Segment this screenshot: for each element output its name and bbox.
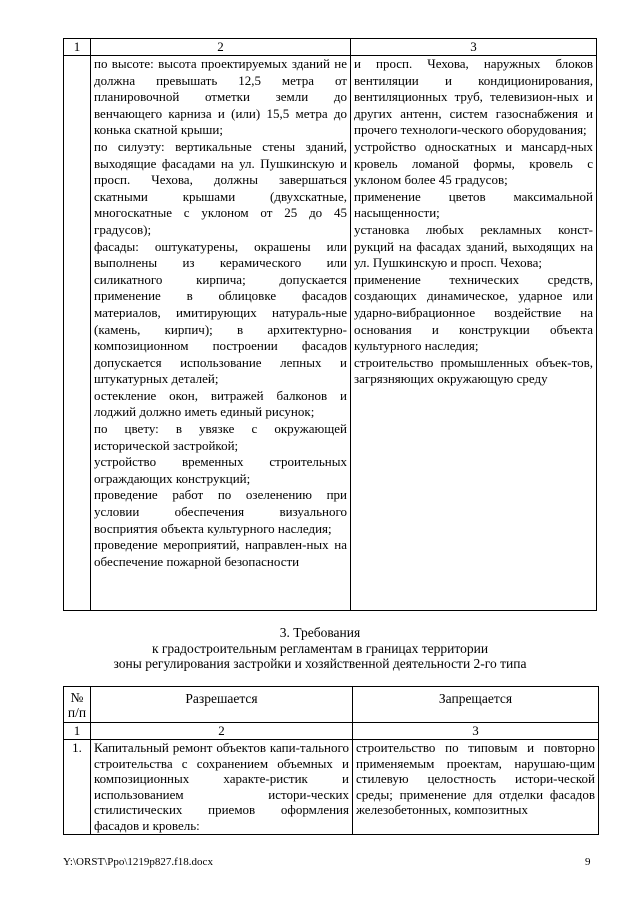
column-number-1: 1 xyxy=(64,39,91,56)
table-row xyxy=(64,56,597,611)
header-number: № п/п xyxy=(64,687,91,723)
list-item: проведение работ по озеленению при условии обеспечения визуального восприятия объекта культурного наследия; xyxy=(94,487,347,536)
requirements-table-continued xyxy=(63,38,597,611)
forbidden-cell xyxy=(351,56,597,611)
forbidden-cell: строительство по типовым и повторно применяемым проектам, нарушаю-щим стилевую целостность истори-ческой среды; применение для отделки фасадов железобетонных, композитных xyxy=(353,740,599,835)
list-item: по высоте: высота проектируемых зданий не должна превышать 12,5 метра от планировочной отметки земли до венчающего карниза и (или) 15,5 метра до конька скатной крыши; xyxy=(94,56,347,138)
list-item: проведение мероприятий, направлен-ных на обеспечение пожарной безопасности xyxy=(94,537,347,569)
column-number-3: 3 xyxy=(351,39,597,56)
column-number-row xyxy=(64,39,597,56)
allowed-cell: Капитальный ремонт объектов капи-тального строительства с сохранением объемных и композиционных характе-ристик и использованием истори-ческих стилистических приемов оформления фасадов и кровель: xyxy=(91,740,353,835)
table-row xyxy=(64,740,599,835)
column-number-2: 2 xyxy=(91,723,353,740)
list-item: строительство промышленных объек-тов, загрязняющих окружающую среду xyxy=(354,354,593,387)
section-heading xyxy=(0,625,640,672)
list-item: применение технических средств, создающих динамическое, ударное или ударно-вибрационное воздействие на основания и конструкции объекта культурного наследия; xyxy=(354,271,593,354)
row-number: 1. xyxy=(64,740,91,835)
column-number-row xyxy=(64,723,599,740)
list-item: устройство односкатных и мансард-ных кровель ломаной формы, кровель с уклоном более 45 градусов; xyxy=(354,138,593,188)
list-item: установка любых рекламных конст-рукций на фасадах зданий, выходящих на ул. Пушкинскую и просп. Чехова; xyxy=(354,221,593,271)
section-subtitle-line-1: к градостроительным регламентам в границах территории xyxy=(151,640,489,656)
list-item: по силуэту: вертикальные стены зданий, выходящие фасадами на ул. Пушкинскую и просп. Чехова, должны завершаться скатными крышами (двухскатные, многоскатные с уклоном от 25 до 45 градусов); xyxy=(94,138,347,237)
list-item: и просп. Чехова, наружных блоков вентиляции и кондиционирования, вентиляционных труб, телевизион-ных и других антенн, систем газоснабжения и прочего технологи-ческого оборудования; xyxy=(354,56,593,138)
table-header-row xyxy=(64,687,599,723)
page-number: 9 xyxy=(585,856,591,868)
column-number-3: 3 xyxy=(353,723,599,740)
header-allowed: Разрешается xyxy=(91,687,353,723)
footer-file-path: Y:\ORST\Ppo\1219p827.f18.docx xyxy=(63,856,213,868)
zone-2-requirements-table xyxy=(63,686,599,835)
column-number-1: 1 xyxy=(64,723,91,740)
empty-number-cell xyxy=(64,56,91,611)
list-item: устройство временных строительных ограждающих конструкций; xyxy=(94,454,347,486)
list-item: фасады: оштукатурены, окрашены или выполнены из керамического или силикатного кирпича; допускается применение в облицовке фасадов материалов, имитирующих натураль-ные (камень, кирпич); в архитектурно-композиционном построении фасадов допускается использование лепных и штукатурных деталей; xyxy=(94,238,347,387)
column-number-2: 2 xyxy=(91,39,351,56)
list-item: остекление окон, витражей балконов и лоджий должно иметь единый рисунок; xyxy=(94,387,347,420)
list-item: применение цветов максимальной насыщенности; xyxy=(354,188,593,221)
section-subtitle-line-2: зоны регулирования застройки и хозяйственной деятельности 2-го типа xyxy=(113,656,527,672)
allowed-cell xyxy=(91,56,351,611)
list-item: по цвету: в увязке с окружающей исторической застройкой; xyxy=(94,421,347,453)
section-title: 3. Требования xyxy=(279,625,361,640)
header-forbidden: Запрещается xyxy=(353,687,599,723)
